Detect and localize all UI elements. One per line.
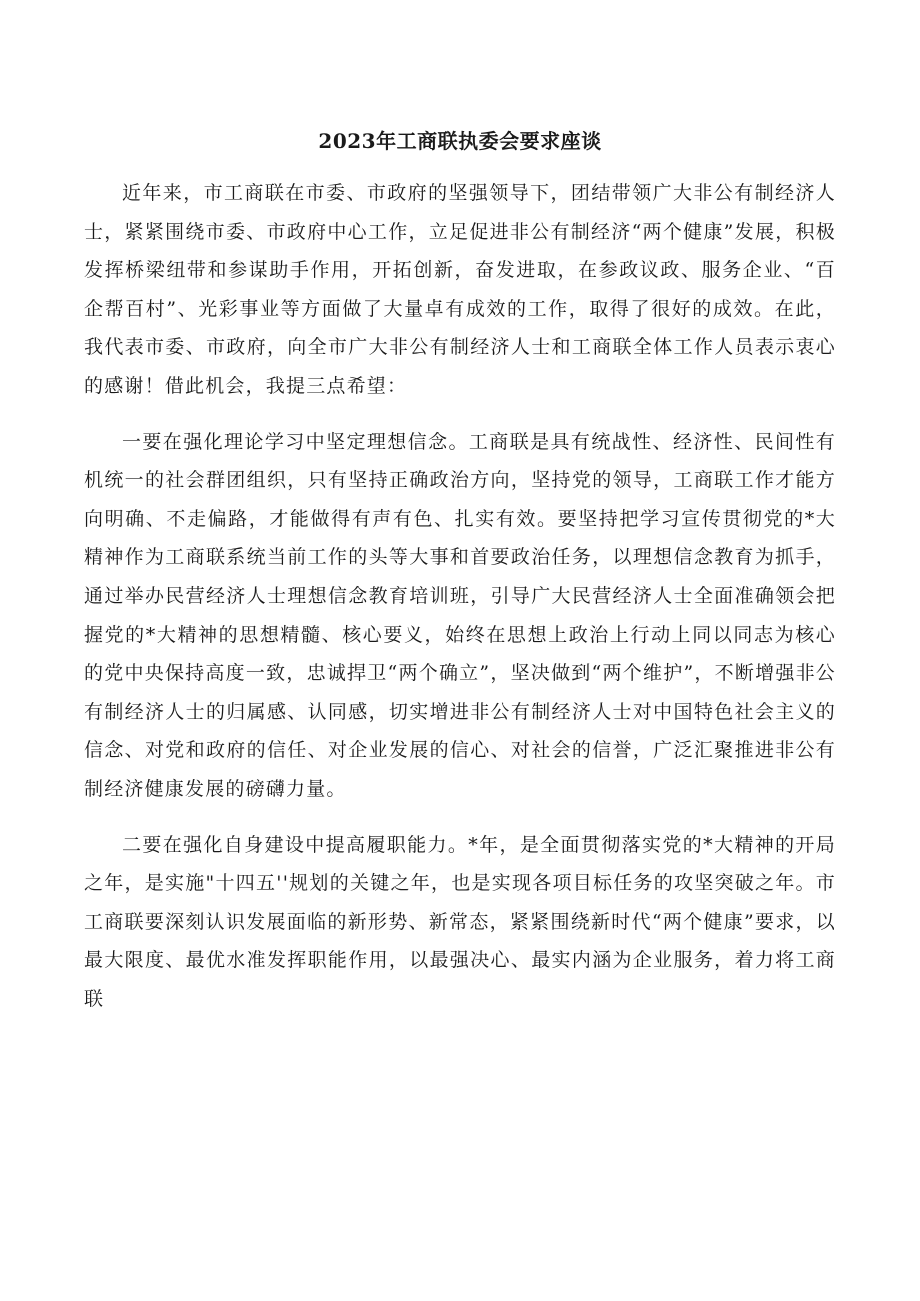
- document-page: [84, 122, 836, 1035]
- paragraph-point-one: 一要在强化理论学习中坚定理想信念。工商联是具有统战性、经济性、民间性有机统一的社会群团组织，只有坚持正确政治方向，坚持党的领导，工商联工作才能方向明确、不走偏路，才能做得有声有色、扎实有效。要坚持把学习宣传贯彻党的*大精神作为工商联系统当前工作的头等大事和首要政治任务，以理想信念教育为抓手，通过举办民营经济人士理想信念教育培训班，引导广大民营经济人士全面准确领会把握党的*大精神的思想精髓、核心要义，始终在思想上政治上行动上同以同志为核心的党中央保持高度一致，忠诚捍卫“两个确立”，坚决做到“两个维护”，不断增强非公有制经济人士的归属感、认同感，切实增进非公有制经济人士对中国特色社会主义的信念、对党和政府的信任、对企业发展的信心、对社会的信誉，广泛汇聚推进非公有制经济健康发展的磅礴力量。: [84, 430, 836, 800]
- paragraph-point-two: 二要在强化自身建设中提高履职能力。*年，是全面贯彻落实党的*大精神的开局之年，是实施"十四五''规划的关键之年，也是实现各项目标任务的攻坚突破之年。市工商联要深刻认识发展面临的新形势、新常态，紧紧围绕新时代“两个健康”要求，以最大限度、最优水准发挥职能作用，以最强决心、最实内涵为企业服务，着力将工商联: [84, 833, 836, 1010]
- paragraph-intro: 近年来，市工商联在市委、市政府的坚强领导下，团结带领广大非公有制经济人士，紧紧围绕市委、市政府中心工作，立足促进非公有制经济“两个健康”发展，积极发挥桥梁纽带和参谋助手作用，开拓创新，奋发进取，在参政议政、服务企业、“百企帮百村”、光彩事业等方面做了大量卓有成效的工作，取得了很好的成效。在此，我代表市委、市政府，向全市广大非公有制经济人士和工商联全体工作人员表示衷心的感谢！借此机会，我提三点希望：: [84, 182, 836, 397]
- document-title: 2023年工商联执委会要求座谈: [318, 129, 602, 153]
